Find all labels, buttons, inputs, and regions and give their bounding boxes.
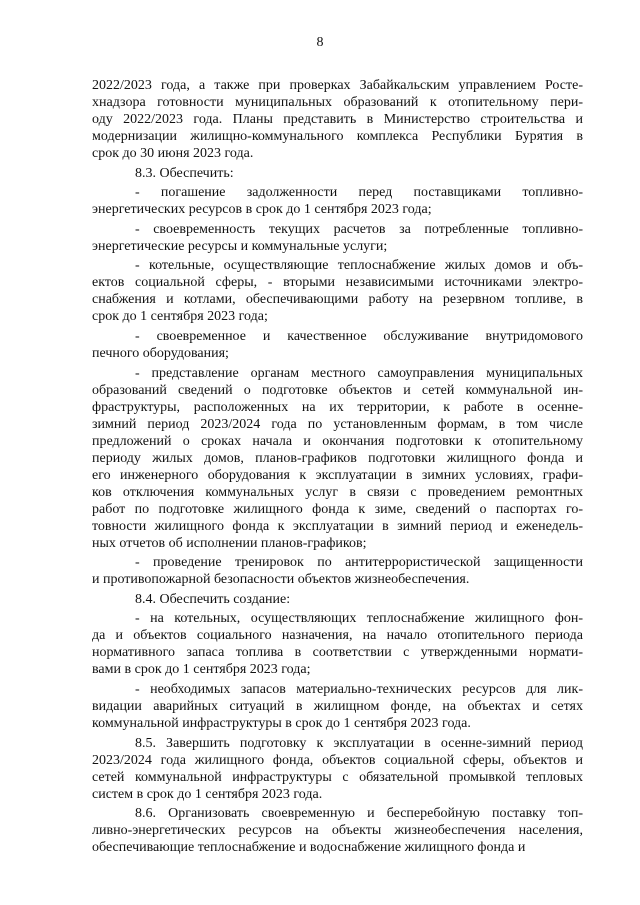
text-line: - на котельных, осуществляющих теплоснабжение жилищного фон- — [135, 611, 583, 627]
paragraph — [92, 805, 583, 856]
text-line: 8.5. Завершить подготовку к эксплуатации в осенне-зимний период — [135, 735, 583, 751]
text-line: энергетических ресурсов в срок до 1 сентября 2023 года; — [92, 202, 432, 218]
text-line: обеспечивающие теплоснабжение и водоснабжение жилищного фонда и — [92, 840, 526, 856]
text-line: ных отчетов об исполнении планов-графиков; — [92, 535, 367, 551]
text-line: печного оборудования; — [92, 345, 229, 361]
text-line: зимний период 2023/2024 года по установленным формам, в том числе — [92, 416, 583, 432]
text-line: коммунальной инфраструктуры в срок до 1 сентября 2023 года. — [92, 715, 471, 731]
text-line: срок до 30 июня 2023 года. — [92, 146, 254, 161]
text-line: 2023/2024 года жилищного фонда, объектов социальной сферы, объектов и — [92, 752, 583, 768]
text-line: работ по подготовке жилищного фонда к зиме, сведений о паспортах го- — [92, 501, 583, 517]
text-line: ектов социальной сферы, - вторыми независимыми источниками электро- — [92, 275, 583, 291]
text-line: его инженерного оборудования к эксплуатации в зимних условиях, графи- — [92, 467, 583, 483]
text-line: ливно-энергетических ресурсов на объекты жизнеобеспечения населения, — [92, 823, 583, 839]
page-number: 8 — [316, 35, 324, 50]
text-line: видации аварийных ситуаций в жилищном фонде, на объектах и сетях — [92, 698, 583, 714]
paragraph — [92, 365, 583, 552]
paragraph — [92, 165, 583, 182]
paragraph — [92, 221, 583, 255]
text-line: ков отключения коммунальных услуг в связи с проведением ремонтных — [92, 484, 583, 500]
text-line: товности жилищного фонда к эксплуатации в зимний период и еженедель- — [92, 518, 583, 534]
paragraph — [92, 184, 583, 218]
text-line: - погашение задолженности перед поставщиками топливно- — [135, 185, 583, 201]
paragraph — [92, 554, 583, 588]
text-line: 8.3. Обеспечить: — [135, 165, 234, 181]
text-line: 8.6. Организовать своевременную и бесперебойную поставку топ- — [135, 806, 583, 822]
text-line: - необходимых запасов материально-технических ресурсов для лик- — [135, 681, 583, 697]
text-line: нормативного запаса топлива в соответствии с утвержденными нормати- — [92, 645, 583, 661]
text-line: периоду жилых домов, планов-графиков подготовки жилищного фонда и — [92, 450, 583, 466]
text-line: энергетические ресурсы и коммунальные услуги; — [92, 238, 388, 254]
paragraph — [92, 681, 583, 732]
text-line: модернизации жилищно-коммунального комплекса Республики Бурятия в — [92, 129, 583, 144]
text-line: - котельные, осуществляющие теплоснабжение жилых домов и объ- — [135, 258, 583, 274]
paragraph — [92, 257, 583, 325]
paragraph — [92, 610, 583, 678]
text-line: сетей коммунальной инфраструктуры с обязательной промывкой тепловых — [92, 769, 583, 785]
text-line: срок до 1 сентября 2023 года; — [92, 309, 268, 325]
text-line: 2022/2023 года, а также при проверках Забайкальским управлением Росте- — [92, 78, 583, 93]
text-line: 8.4. Обеспечить создание: — [135, 591, 291, 607]
text-line: да и объектов социального назначения, на начало отопительного периода — [92, 628, 583, 644]
text-line: фраструктуры, расположенных на их территории, к работе в осенне- — [92, 399, 583, 415]
text-line: хнадзора готовности муниципальных образований к отопительному пери- — [92, 95, 583, 110]
text-line: - проведение тренировок по антитеррористической защищенности — [135, 555, 583, 571]
text-line: систем в срок до 1 сентября 2023 года. — [92, 786, 323, 802]
text-line: снабжения и котлами, обеспечивающими работу на резервном топливе, в — [92, 292, 583, 308]
paragraph — [92, 77, 583, 162]
document-body — [92, 77, 583, 859]
text-line: и противопожарной безопасности объектов жизнеобеспечения. — [92, 572, 470, 588]
text-line: вами в срок до 1 сентября 2023 года; — [92, 662, 311, 678]
paragraph — [92, 328, 583, 362]
paragraph — [92, 735, 583, 803]
text-line: оду 2022/2023 года. Планы представить в Министерство строительства и — [92, 112, 583, 127]
paragraph — [92, 591, 583, 608]
text-line: предложений о сроках начала и окончания подготовки к отопительному — [92, 433, 583, 449]
text-line: - своевременное и качественное обслуживание внутридомового — [135, 328, 583, 344]
text-line: образований сведений о подготовке объектов и сетей коммунальной ин- — [92, 382, 583, 398]
text-line: - своевременность текущих расчетов за потребленные топливно- — [135, 221, 583, 237]
text-line: - представление органам местного самоуправления муниципальных — [135, 365, 583, 381]
